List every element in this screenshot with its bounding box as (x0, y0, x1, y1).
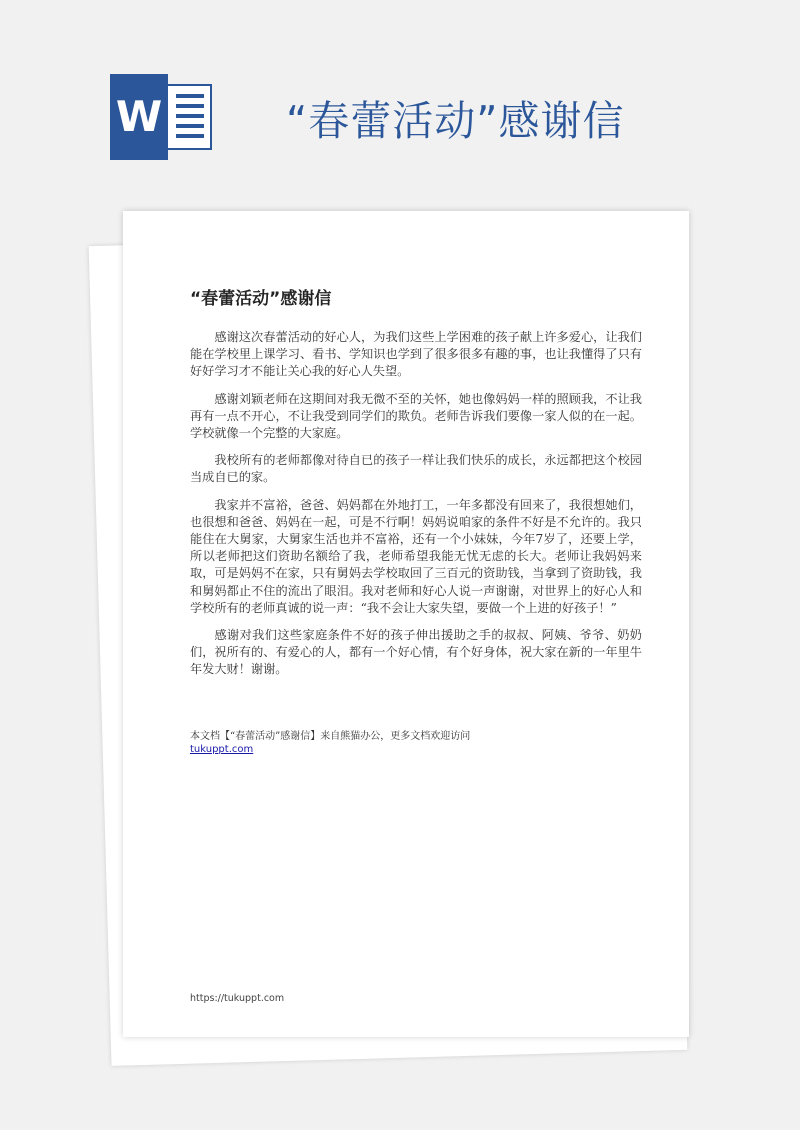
footer-url: https://tukuppt.com (190, 993, 285, 1004)
paragraph: 感谢这次春蕾活动的好心人，为我们这些上学困难的孩子献上许多爱心，让我们能在学校里上课学习、看书、学知识也学到了很多很多有趣的事，也让我懂得了只有好好学习才不能让关心我的好心人失望。 (190, 330, 642, 379)
document-title: “春蕾活动”感谢信 (190, 289, 332, 309)
document-body (190, 329, 642, 689)
source-link[interactable]: tukuppt.com (190, 744, 254, 755)
paragraph: 我校所有的老师都像对待自已的孩子一样让我们快乐的成长，永远都把这个校园当成自已的家。 (190, 453, 642, 485)
word-letter-badge: W (110, 74, 168, 160)
source-note: 本文档【“春蕾活动”感谢信】来自熊猫办公，更多文档欢迎访问 (190, 731, 471, 742)
paragraph: 感谢对我们这些家庭条件不好的孩子伸出援助之手的叔叔、阿姨、爷爷、奶奶们，祝所有的、有爱心的人，都有一个好心情，有个好身体，祝大家在新的一年里牛年发大财！谢谢。 (190, 628, 642, 677)
paragraph: 我家并不富裕，爸爸、妈妈都在外地打工，一年多都没有回来了，我很想她们，也很想和爸爸、妈妈在一起，可是不行啊！妈妈说咱家的条件不好是不允许的。我只能住在大舅家，大舅家生活也并不富裕，还有一个小妹妹，今年7岁了，还要上学，所以老师把这们资助名额给了我，老师希望我能无忧无虑的长大。老师让我妈妈来取，可是妈妈不在家，只有舅妈去学校取回了三百元的资助钱，当拿到了资助钱，我和舅妈都止不住的流出了眼泪。我对老师和好心人说一声谢谢，对世界上的好心人和学校所有的老师真诚的说一声：“我不会让大家失望，要做一个上进的好孩子！” (190, 497, 642, 615)
paragraph: 感谢刘颖老师在这期间对我无微不至的关怀，她也像妈妈一样的照顾我，不让我再有一点不开心，不让我受到同学们的欺负。老师告诉我们要像一家人似的在一起。学校就像一个完整的大家庭。 (190, 391, 642, 441)
word-doc-icon (110, 74, 214, 160)
header-title: “春蕾活动”感谢信 (286, 97, 625, 145)
document-page (123, 211, 689, 1037)
